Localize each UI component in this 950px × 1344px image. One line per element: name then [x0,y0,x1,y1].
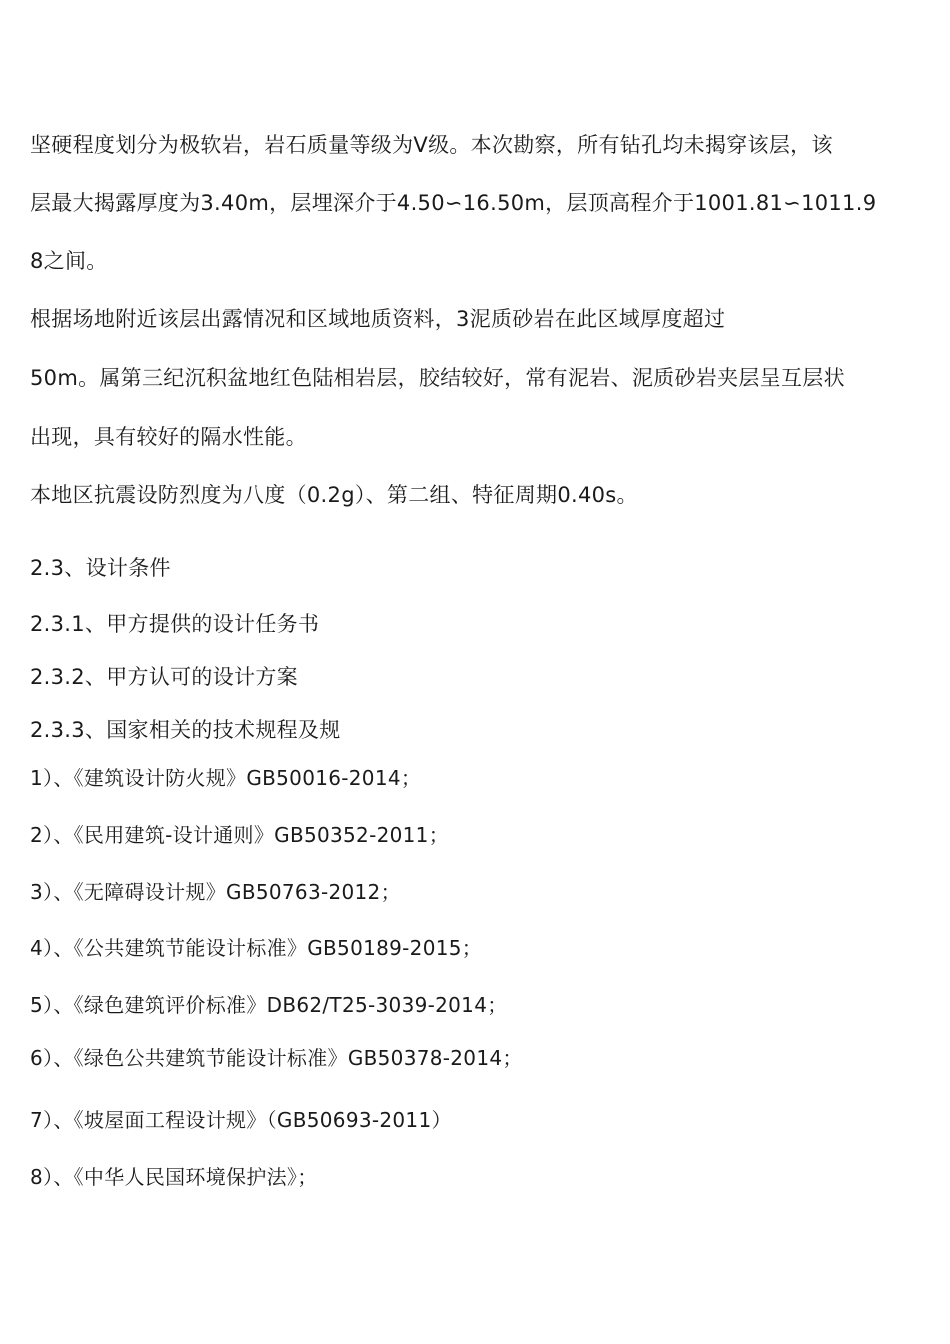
regional-paragraph-line-3: 出现，具有较好的隔水性能。 [30,425,307,449]
standard-list-item: 4）、《公共建筑节能设计标准》GB50189-2015； [30,936,483,960]
standard-list-item: 2）、《民用建筑-设计通则》GB50352-2011； [30,823,449,847]
seismic-paragraph: 本地区抗震设防烈度为八度（0.2g）、第二组、特征周期0.40s。 [30,483,638,507]
regional-paragraph-line-2: 50m。属第三纪沉积盆地红色陆相岩层，胶结较好，常有泥岩、泥质砂岩夹层呈互层状 [30,366,845,390]
geology-paragraph-line-1: 坚硬程度划分为极软岩，岩石质量等级为Ⅴ级。本次勘察，所有钻孔均未揭穿该层，该 [30,133,833,157]
standard-list-item: 5）、《绿色建筑评价标准》DB62/T25-3039-2014； [30,993,508,1017]
regional-paragraph-line-1: 根据场地附近该层出露情况和区域地质资料，3泥质砂岩在此区域厚度超过 [30,307,726,331]
standard-list-item: 3）、《无障碍设计规》GB50763-2012； [30,880,401,904]
section-heading-2-3-1: 2.3.1、甲方提供的设计任务书 [30,612,320,636]
geology-paragraph-line-3: 8之间。 [30,249,108,273]
section-heading-2-3: 2.3、设计条件 [30,556,171,580]
standard-list-item: 6）、《绿色公共建筑节能设计标准》GB50378-2014； [30,1046,523,1070]
section-heading-2-3-2: 2.3.2、甲方认可的设计方案 [30,665,298,689]
section-heading-2-3-3: 2.3.3、国家相关的技术规程及规 [30,718,341,742]
standard-list-item: 7）、《坡屋面工程设计规》（GB50693-2011） [30,1108,452,1132]
geology-paragraph-line-2: 层最大揭露厚度为3.40m，层埋深介于4.50∽16.50m，层顶高程介于1001.81∽1011.9 [30,191,877,215]
standard-list-item: 1）、《建筑设计防火规》GB50016-2014； [30,766,422,790]
standard-list-item: 8）、《中华人民国环境保护法》； [30,1165,318,1189]
